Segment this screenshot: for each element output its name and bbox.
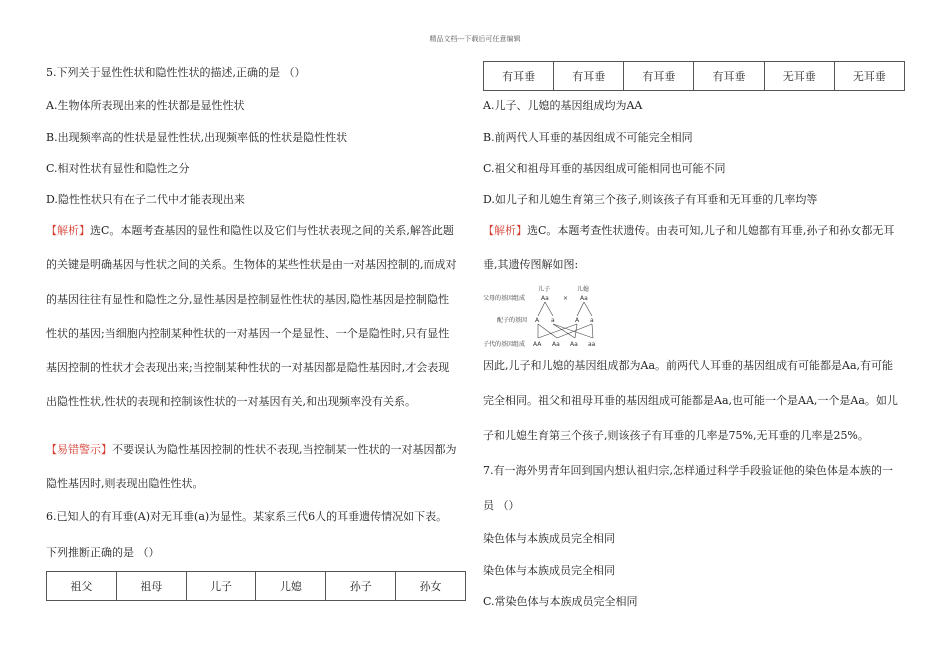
q6-explanation-line-3: 子和儿媳生育第三个孩子,则该孩子有耳垂的几率是75%,无耳垂的几率是25%。 xyxy=(483,429,869,442)
diagram-row-offspring: 子代的基因组成 xyxy=(483,341,526,348)
diagram-gamete: A xyxy=(575,317,580,324)
q7-option-b: 染色体与本族成员完全相同 xyxy=(483,564,615,577)
warning-line-2: 隐性基因时,则表现出隐性性状。 xyxy=(46,477,204,490)
q5-analysis-line-4: 性状的基因;当细胞内控制某种性状的一对基因一个是显性、一个是隐性时,只有显性 xyxy=(46,327,450,340)
q5-option-b: B.出现频率高的性状是显性性状,出现频率低的性状是隐性性状 xyxy=(46,131,348,144)
diagram-line xyxy=(538,302,545,316)
diagram-cross: × xyxy=(563,295,569,302)
q5-option-d: D.隐性性状只有在子二代中才能表现出来 xyxy=(46,193,245,206)
table-cell: 孙女 xyxy=(396,572,466,601)
diagram-line xyxy=(584,302,592,316)
q6-analysis-line-2: 垂,其遗传图解如图: xyxy=(483,258,579,271)
analysis-text: 选C。本题考查基因的显性和隐性以及它们与性状表现之间的关系,解答此题 xyxy=(90,224,454,237)
diagram-row-parents: 父母的基因组成 xyxy=(483,295,526,302)
q6-analysis-line-1 xyxy=(483,223,894,239)
diagram-offspring: Aa xyxy=(552,341,560,348)
diagram-line xyxy=(577,302,584,316)
table-cell: 有耳垂 xyxy=(554,62,624,91)
analysis-tag: 【解析】 xyxy=(483,224,527,237)
warning-text: 不要误认为隐性基因控制的性状不表现,当控制某一性状的一对基因都为 xyxy=(112,443,457,456)
q6-option-d: D.如儿子和儿媳生育第三个孩子,则该孩子有耳垂和无耳垂的几率均等 xyxy=(483,193,818,206)
q6-prompt: 下列推断正确的是 （） xyxy=(46,546,160,559)
q7-stem-line-1: 7.有一海外男青年回到国内想认祖归宗,怎样通过科学手段验证他的染色体是本族的一 xyxy=(483,464,893,477)
q7-option-a: 染色体与本族成员完全相同 xyxy=(483,532,615,545)
diagram-offspring: aa xyxy=(588,341,596,348)
q5-option-a: A.生物体所表现出来的性状都是显性性状 xyxy=(46,99,245,112)
q7-stem-line-2: 员 （） xyxy=(483,499,520,512)
diagram-offspring: AA xyxy=(533,341,542,348)
table-cell: 儿媳 xyxy=(256,572,326,601)
q6-option-a: A.儿子、儿媳的基因组成均为AA xyxy=(483,99,643,112)
table-cell: 无耳垂 xyxy=(764,62,834,91)
q6-explanation-line-1: 因此,儿子和儿媳的基因组成都为Aa。前两代人耳垂的基因组成有可能都是Aa,有可能 xyxy=(483,359,893,372)
q7-option-c: C.常染色体与本族成员完全相同 xyxy=(483,595,638,608)
diagram-line xyxy=(545,302,553,316)
page-header: 精品文档---下载后可任意编辑 xyxy=(429,35,521,43)
table-cell: 有耳垂 xyxy=(484,62,554,91)
q5-analysis-line-6: 出隐性性状,性状的表现和控制该性状的一对基因有关,和出现频率没有关系。 xyxy=(46,395,416,408)
diagram-offspring: Aa xyxy=(570,341,578,348)
warning-tag: 【易错警示】 xyxy=(46,443,112,456)
q6-stem: 6.已知人的有耳垂(A)对无耳垂(a)为显性。某家系三代6人的耳垂遗传情况如下表。 xyxy=(46,510,448,523)
diagram-gamete: A xyxy=(535,317,540,324)
q5-analysis-line-3: 的基因往往有显性和隐性之分,显性基因是控制显性性状的基因,隐性基因是控制隐性 xyxy=(46,293,449,306)
pedigree-table-values xyxy=(483,61,905,91)
q6-option-c: C.祖父和祖母耳垂的基因组成可能相同也可能不同 xyxy=(483,162,726,175)
warning-line-1 xyxy=(46,442,457,458)
q5-analysis-line-1 xyxy=(46,223,454,239)
table-cell: 有耳垂 xyxy=(624,62,694,91)
inheritance-diagram xyxy=(483,284,613,352)
q5-analysis-line-2: 的关键是明确基因与性状之间的关系。生物体的某些性状是由一对基因控制的,而成对 xyxy=(46,258,457,271)
table-cell: 无耳垂 xyxy=(834,62,904,91)
diagram-parent-1: Aa xyxy=(541,295,549,302)
diagram-gamete: a xyxy=(590,317,594,324)
analysis-tag: 【解析】 xyxy=(46,224,90,237)
diagram-gamete: a xyxy=(551,317,555,324)
diagram-son-label: 儿子 xyxy=(538,286,551,293)
table-cell: 儿子 xyxy=(186,572,256,601)
diagram-parent-2: Aa xyxy=(580,295,588,302)
table-cell: 有耳垂 xyxy=(694,62,764,91)
q5-option-c: C.相对性状有显性和隐性之分 xyxy=(46,162,190,175)
pedigree-table-header xyxy=(46,571,466,601)
q5-analysis-line-5: 基因控制的性状才会表现出来;当控制某种性状的一对基因都是隐性基因时,才会表现 xyxy=(46,361,450,374)
table-cell: 祖母 xyxy=(116,572,186,601)
diagram-daughter-in-law-label: 儿媳 xyxy=(577,286,590,293)
q6-option-b: B.前两代人耳垂的基因组成不可能完全相同 xyxy=(483,131,693,144)
analysis-text: 选C。本题考查性状遗传。由表可知,儿子和儿媳都有耳垂,孙子和孙女都无耳 xyxy=(527,224,895,237)
diagram-row-gametes: 配子的基因 xyxy=(497,317,528,324)
table-cell: 孙子 xyxy=(326,572,396,601)
q5-stem: 5.下列关于显性性状和隐性性状的描述,正确的是 （） xyxy=(46,66,306,79)
diagram-line xyxy=(538,324,557,338)
table-cell: 祖父 xyxy=(47,572,117,601)
diagram-line xyxy=(592,324,593,338)
q6-explanation-line-2: 完全相同。祖父和祖母耳垂的基因组成可能都是Aa,也可能一个是AA,一个是Aa。如儿 xyxy=(483,394,898,407)
